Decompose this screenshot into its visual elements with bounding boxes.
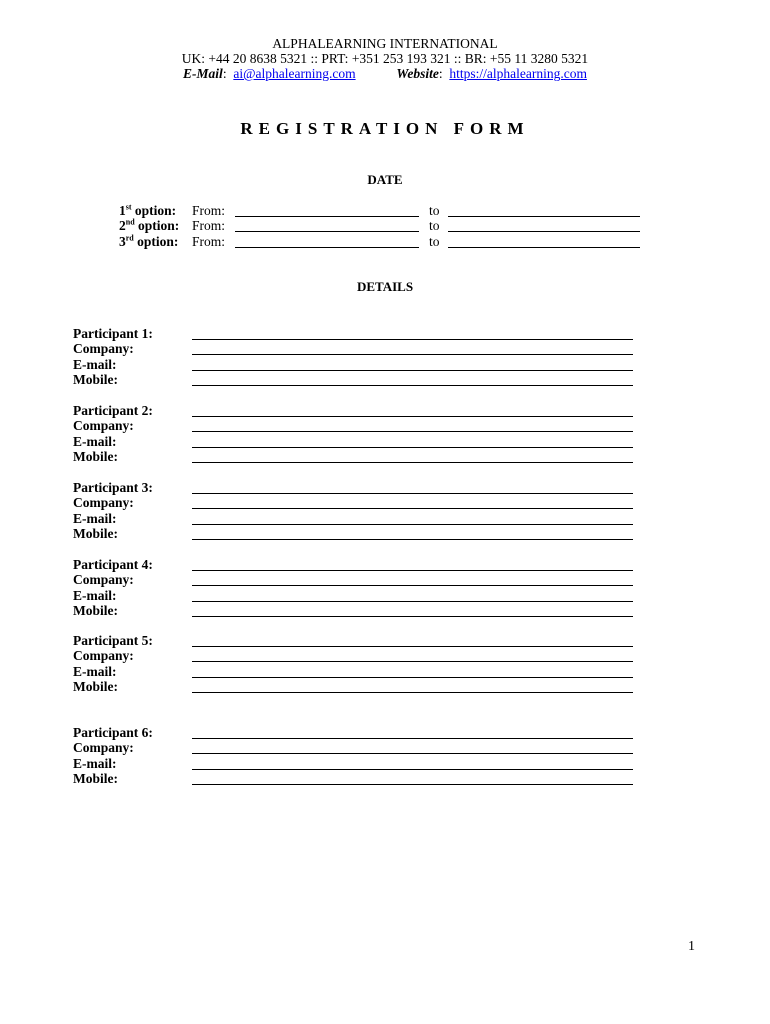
company-field[interactable] — [192, 431, 633, 432]
company-field[interactable] — [192, 354, 633, 355]
email-field[interactable] — [192, 769, 633, 770]
company-label: Company: — [73, 572, 134, 588]
contact-line: E-Mail: ai@alphalearning.com Website: https://alphalearning.com — [183, 66, 587, 81]
company-row — [0, 740, 770, 755]
mobile-field[interactable] — [192, 784, 633, 785]
email-label: E-mail: — [73, 587, 117, 603]
email-field[interactable] — [192, 447, 633, 448]
email-row — [0, 434, 770, 449]
mobile-row — [0, 771, 770, 786]
mobile-label: Mobile: — [73, 603, 118, 619]
participant-field[interactable] — [192, 570, 633, 571]
participant-row — [0, 725, 770, 740]
company-field[interactable] — [192, 585, 633, 586]
company-label: Company: — [73, 648, 134, 664]
company-field[interactable] — [192, 753, 633, 754]
email-field[interactable] — [192, 370, 633, 371]
mobile-label: Mobile: — [73, 526, 118, 542]
date-heading: DATE — [367, 172, 403, 187]
page-number: 1 — [688, 939, 695, 954]
to-date-field[interactable] — [448, 231, 640, 232]
participant-field[interactable] — [192, 738, 633, 739]
date-option-label: 1st option: — [119, 202, 177, 218]
participant-field[interactable] — [192, 646, 633, 647]
page-title: REGISTRATION FORM — [240, 119, 530, 138]
mobile-label: Mobile: — [73, 372, 118, 388]
email-row — [0, 357, 770, 372]
company-row — [0, 418, 770, 433]
mobile-row — [0, 526, 770, 541]
participant-label: Participant 1: — [73, 326, 153, 341]
mobile-label: Mobile: — [73, 771, 118, 787]
company-row — [0, 572, 770, 587]
participant-field[interactable] — [192, 339, 633, 340]
website-label: Website — [396, 66, 439, 81]
date-option-label: 3rd option: — [119, 233, 179, 249]
mobile-label: Mobile: — [73, 449, 118, 465]
participant-label: Participant 3: — [73, 480, 153, 495]
company-row — [0, 648, 770, 663]
participant-field[interactable] — [192, 416, 633, 417]
company-label: Company: — [73, 740, 134, 756]
date-option-row — [0, 234, 770, 249]
email-field[interactable] — [192, 677, 633, 678]
participant-field[interactable] — [192, 493, 633, 494]
company-field[interactable] — [192, 508, 633, 509]
company-field[interactable] — [192, 661, 633, 662]
email-label: E-Mail — [183, 66, 223, 81]
company-label: Company: — [73, 418, 134, 434]
mobile-row — [0, 679, 770, 694]
from-label: From: — [192, 203, 226, 218]
email-label: E-mail: — [73, 356, 117, 372]
mobile-field[interactable] — [192, 539, 633, 540]
to-date-field[interactable] — [448, 216, 640, 217]
participant-row — [0, 403, 770, 418]
participant-label: Participant 2: — [73, 403, 153, 418]
mobile-field[interactable] — [192, 692, 633, 693]
participant-label: Participant 5: — [73, 633, 153, 648]
from-date-field[interactable] — [235, 216, 419, 217]
from-date-field[interactable] — [235, 231, 419, 232]
participant-row — [0, 633, 770, 648]
to-label: to — [429, 218, 440, 233]
email-row — [0, 588, 770, 603]
email-row — [0, 756, 770, 771]
email-label: E-mail: — [73, 755, 117, 771]
email-field[interactable] — [192, 601, 633, 602]
from-label: From: — [192, 234, 226, 249]
phone-numbers: UK: +44 20 8638 5321 :: PRT: +351 253 193 321 :: BR: +55 11 3280 5321 — [181, 51, 589, 66]
email-link[interactable]: ai@alphalearning.com — [233, 66, 356, 81]
mobile-row — [0, 449, 770, 464]
to-label: to — [429, 203, 440, 218]
company-row — [0, 341, 770, 356]
date-option-label: 2nd option: — [119, 217, 180, 233]
website-link[interactable]: https://alphalearning.com — [449, 66, 587, 81]
email-label: E-mail: — [73, 663, 117, 679]
mobile-field[interactable] — [192, 385, 633, 386]
mobile-field[interactable] — [192, 462, 633, 463]
email-row — [0, 511, 770, 526]
email-label: E-mail: — [73, 433, 117, 449]
mobile-row — [0, 372, 770, 387]
company-row — [0, 495, 770, 510]
mobile-row — [0, 603, 770, 618]
mobile-field[interactable] — [192, 616, 633, 617]
company-label: Company: — [73, 341, 134, 357]
email-row — [0, 664, 770, 679]
mobile-label: Mobile: — [73, 679, 118, 695]
email-label: E-mail: — [73, 510, 117, 526]
to-date-field[interactable] — [448, 247, 640, 248]
email-field[interactable] — [192, 524, 633, 525]
to-label: to — [429, 234, 440, 249]
participant-row — [0, 326, 770, 341]
participant-label: Participant 6: — [73, 725, 153, 740]
date-option-row — [0, 203, 770, 218]
date-option-row — [0, 218, 770, 233]
participant-row — [0, 480, 770, 495]
from-label: From: — [192, 218, 226, 233]
details-heading: DETAILS — [356, 279, 414, 294]
from-date-field[interactable] — [235, 247, 419, 248]
participant-label: Participant 4: — [73, 557, 153, 572]
participant-row — [0, 557, 770, 572]
org-name: ALPHALEARNING INTERNATIONAL — [272, 36, 498, 51]
company-label: Company: — [73, 495, 134, 511]
